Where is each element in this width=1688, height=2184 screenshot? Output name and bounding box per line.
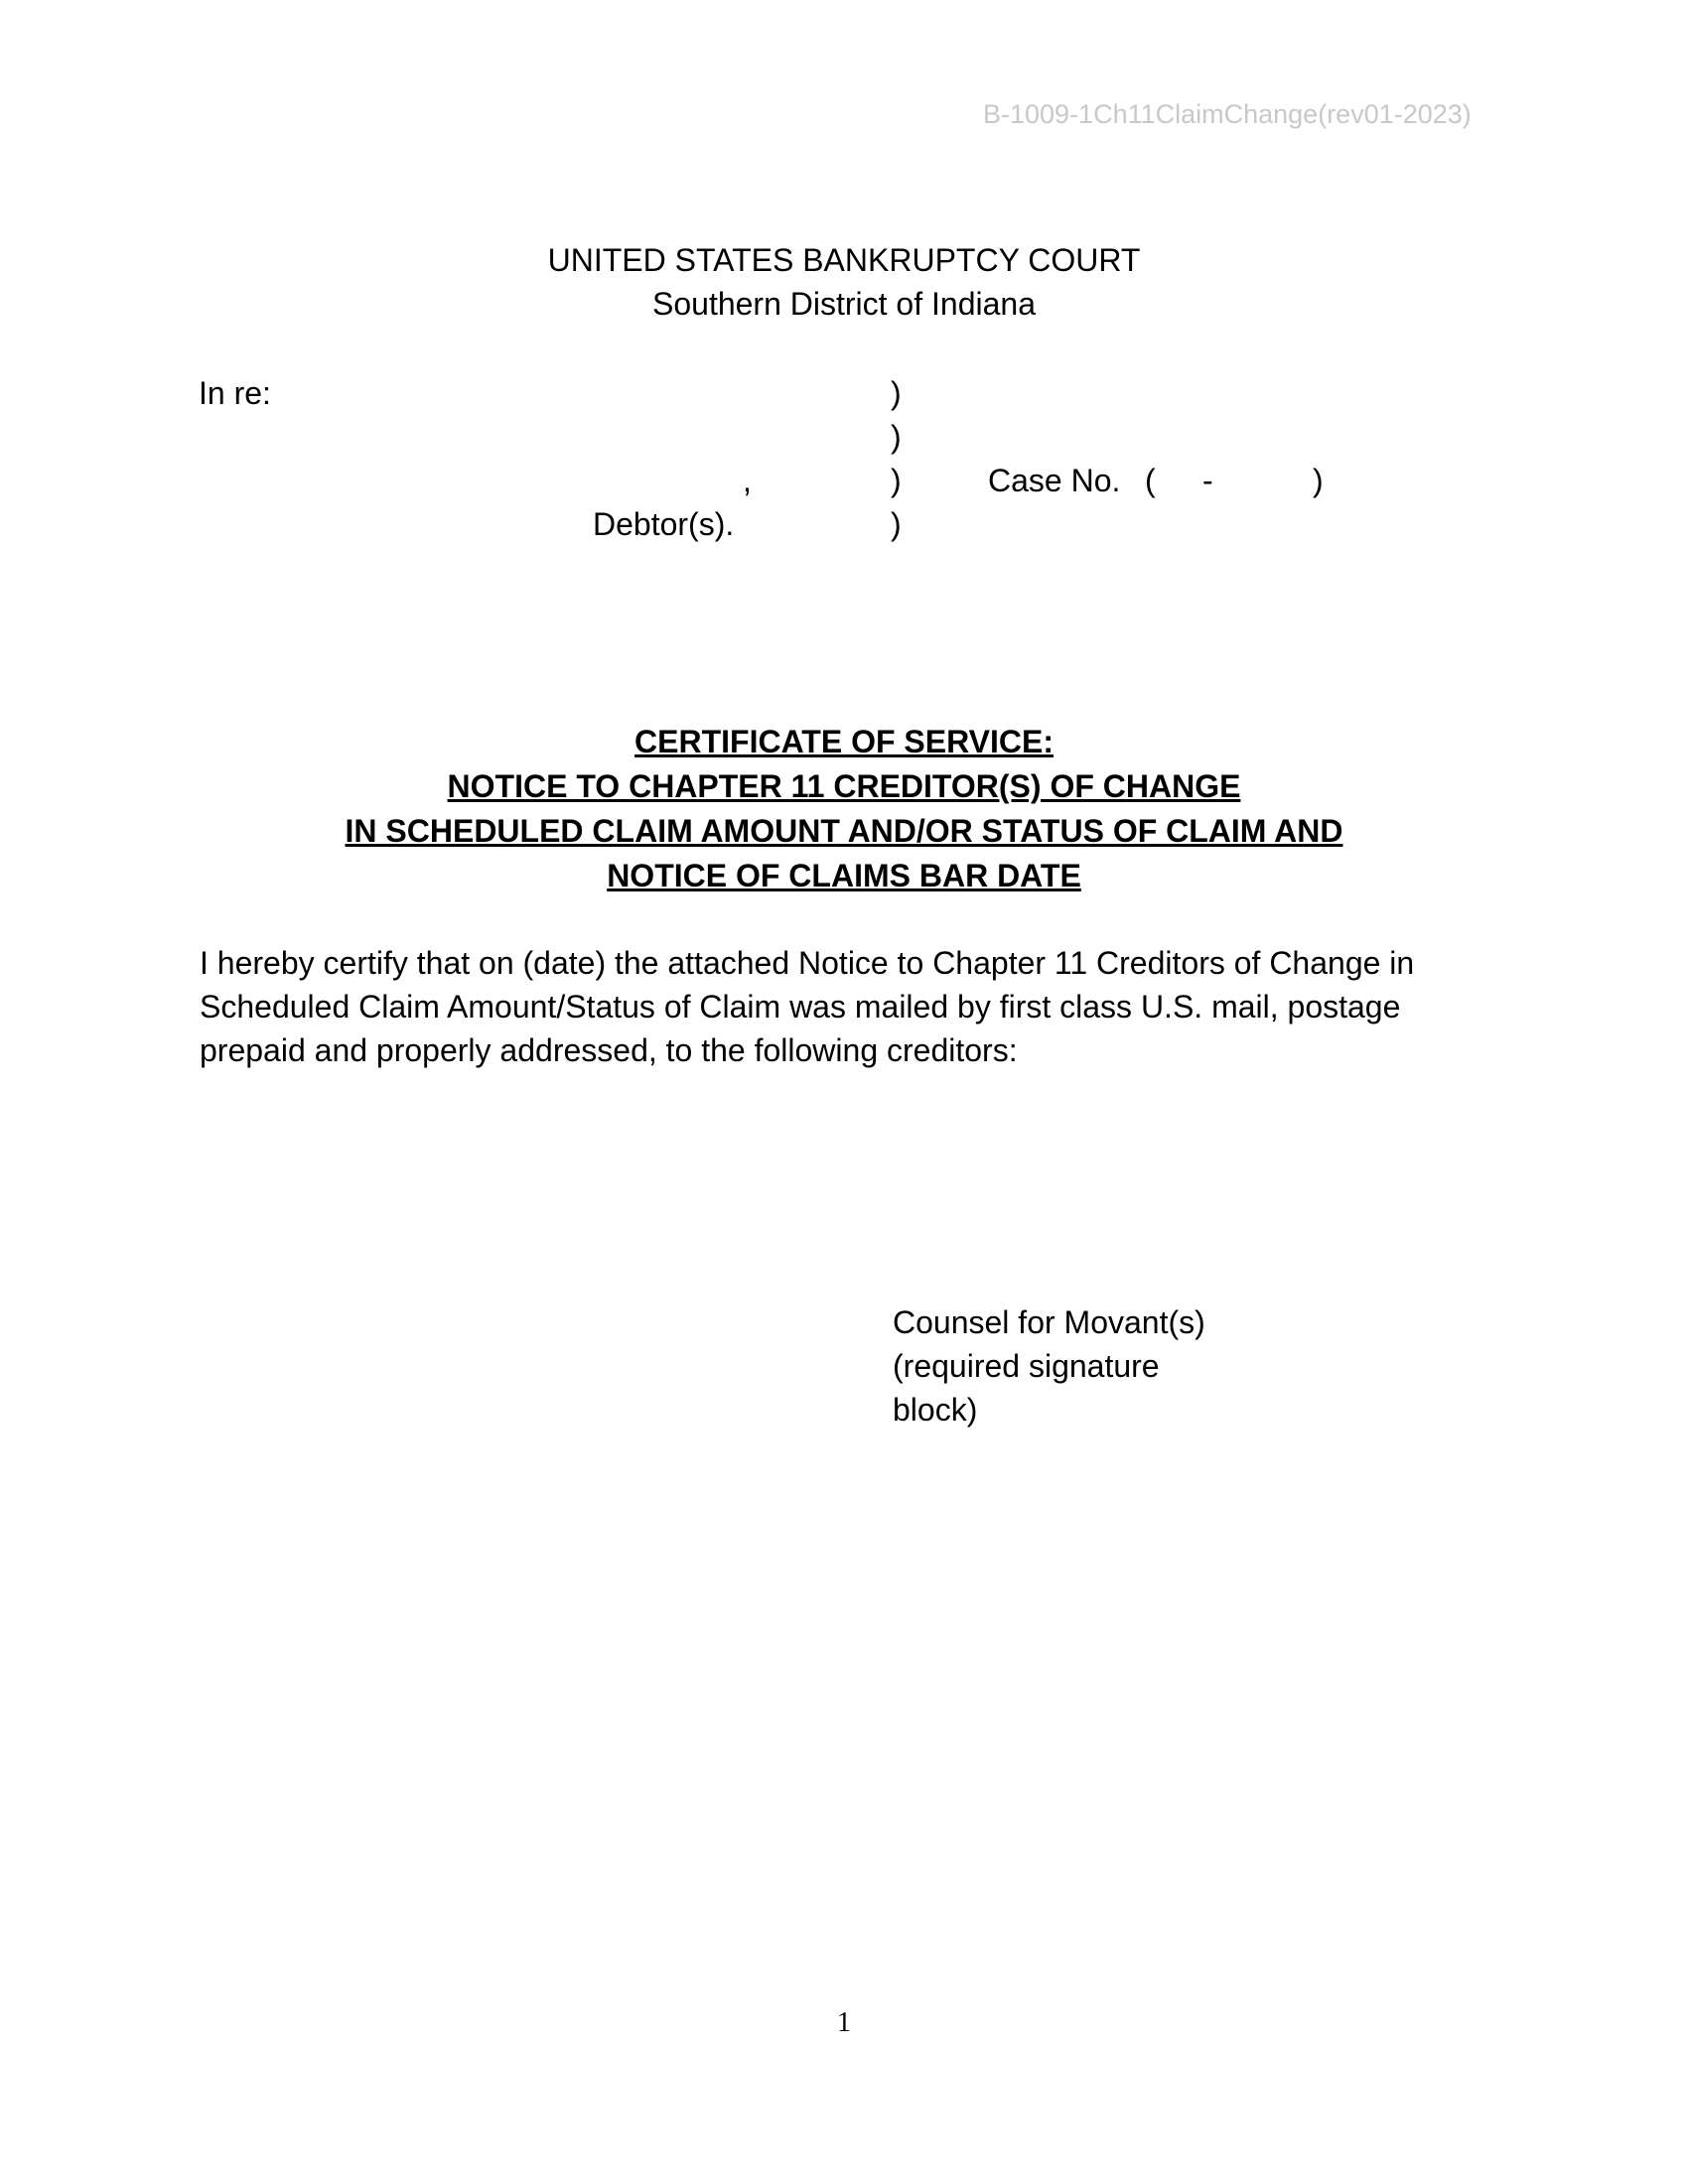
title-line: NOTICE OF CLAIMS BAR DATE <box>607 858 1081 893</box>
paragraph-line: prepaid and properly addressed, to the following creditors: <box>200 1032 1018 1068</box>
debtor-label: Debtor(s). <box>593 506 735 542</box>
caption-paren-2: ) <box>891 419 902 455</box>
title-line: CERTIFICATE OF SERVICE: <box>634 724 1054 759</box>
signature-line: Counsel for Movant(s) <box>893 1304 1205 1340</box>
case-number-open-paren: ( <box>1145 463 1156 498</box>
page-number: 1 <box>837 2007 851 2038</box>
caption-paren-4: ) <box>891 506 902 542</box>
form-identifier: B-1009-1Ch11ClaimChange(rev01-2023) <box>983 99 1472 129</box>
paragraph-line: I hereby certify that on (date) the attached Notice to Chapter 11 Creditors of Change in <box>200 945 1415 981</box>
signature-line: (required signature <box>893 1348 1160 1384</box>
court-district: Southern District of Indiana <box>652 286 1036 322</box>
title-line: IN SCHEDULED CLAIM AMOUNT AND/OR STATUS OF CLAIM AND <box>345 813 1343 849</box>
signature-line: block) <box>893 1392 978 1428</box>
caption-paren-3: ) <box>891 463 902 498</box>
signature-block <box>893 1300 1205 1432</box>
case-number-label: Case No. <box>988 463 1121 498</box>
caption-paren-1: ) <box>891 375 902 411</box>
paragraph-line: Scheduled Claim Amount/Status of Claim was mailed by first class U.S. mail, postage <box>200 989 1401 1024</box>
debtor-name-comma: , <box>743 463 752 498</box>
in-re-label: In re: <box>199 375 271 411</box>
certification-paragraph <box>200 941 1510 1072</box>
case-number-close-paren: ) <box>1313 463 1324 498</box>
case-number-dash: - <box>1202 463 1213 498</box>
document-title <box>0 720 1688 898</box>
court-name: UNITED STATES BANKRUPTCY COURT <box>547 242 1141 278</box>
title-line: NOTICE TO CHAPTER 11 CREDITOR(S) OF CHANGE <box>447 768 1241 804</box>
